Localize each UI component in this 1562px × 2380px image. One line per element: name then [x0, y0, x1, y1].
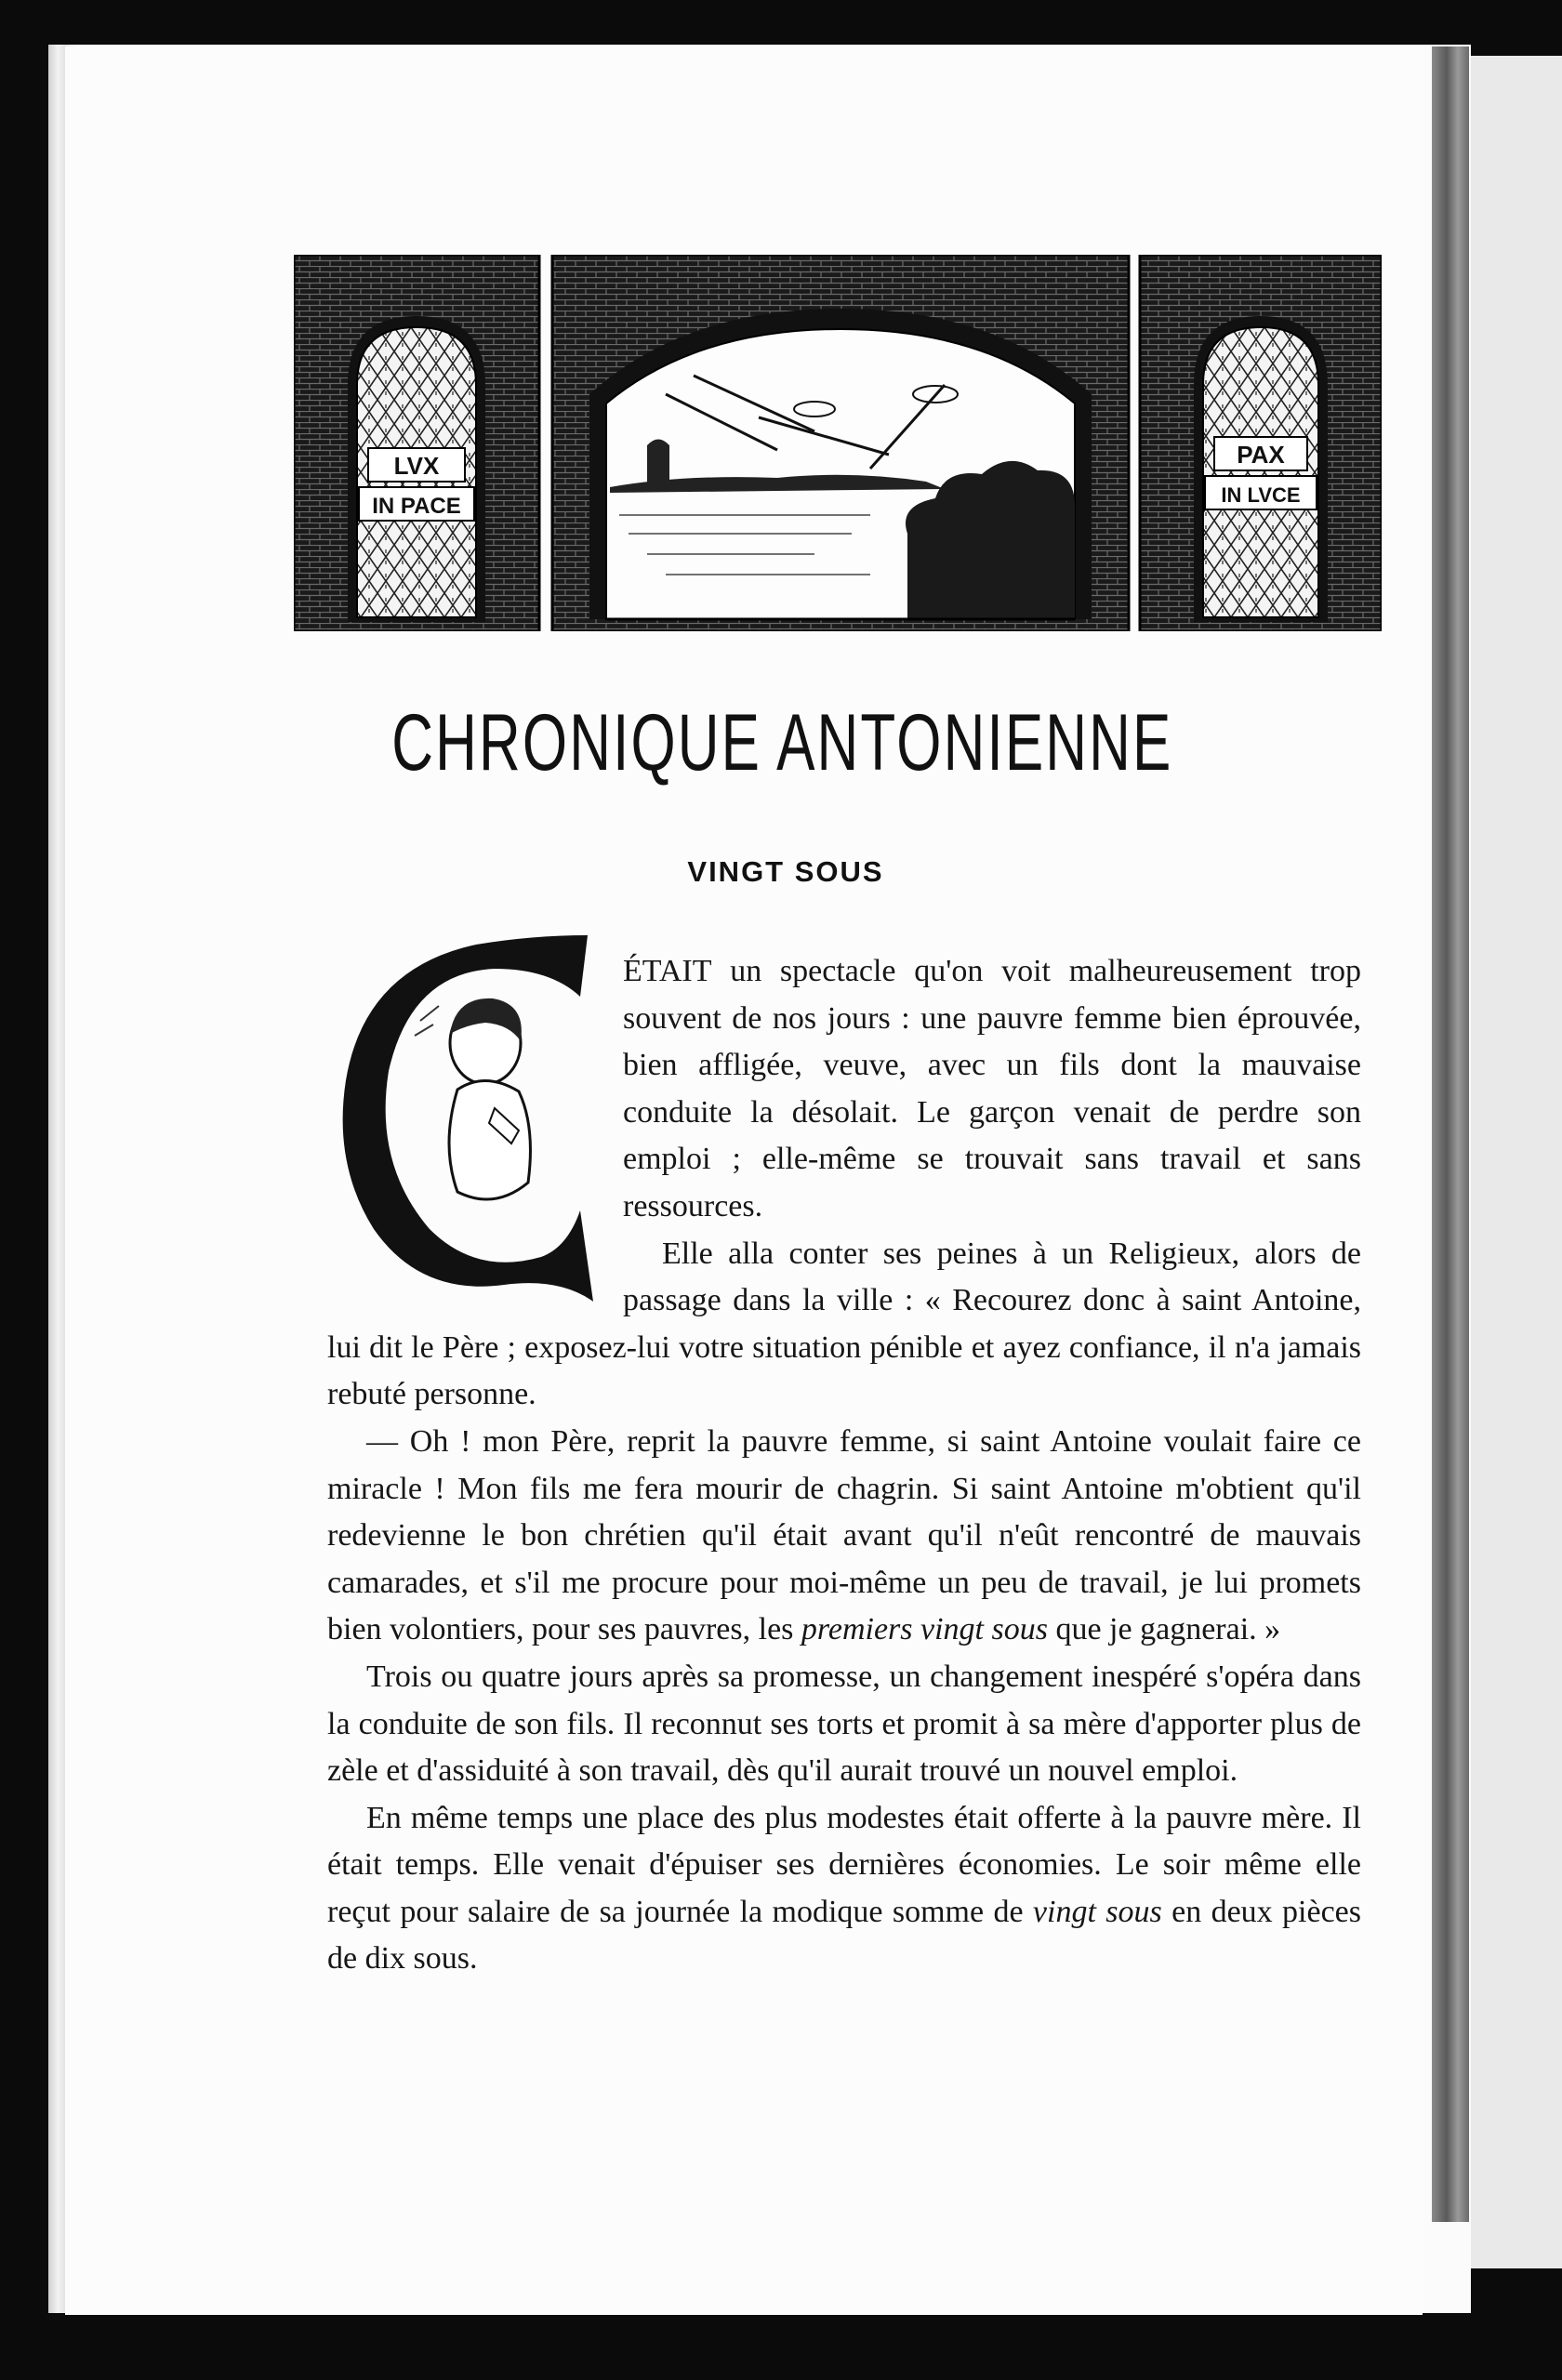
right-window-text-1: PAX [1237, 441, 1285, 469]
right-window-text-2: IN LVCE [1221, 483, 1301, 507]
paragraph-3: — Oh ! mon Père, reprit la pauvre femme, si saint Antoine voulait faire ce miracle ! Mon fils me fera mourir de chagrin. Si saint Antoine m'obtient qu'il redevienne le bon chrétien qu'il était avant qu'il n'eût rencontré de mauvais camarades, et s'il me procure pour moi-même un peu de travail, je lui promets bien volontiers, pour ses pauvres, les premiers vingt sous que je gagnerai. » [327, 1423, 1361, 1647]
paragraph-5: En même temps une place des plus modestes était offerte à la pauvre mère. Il était temps. Elle venait d'épuiser ses dernières économies. Le soir même elle reçut pour salaire de sa journée la modique somme de vingt sous en deux pièces de dix sous. [327, 1800, 1362, 1977]
left-window-panel [294, 255, 539, 631]
left-window-text-1: LVX [393, 452, 440, 480]
book-gutter [1432, 46, 1469, 2222]
chapter-title: CHRONIQUE ANTONIENNE [391, 698, 1173, 787]
right-window-panel [1140, 255, 1382, 631]
left-window-text-2: IN PACE [372, 494, 461, 519]
header-illustration [294, 255, 1382, 631]
paragraph-1: ÉTAIT un spectacle qu'on voit malheureusement trop souvent de nos jours : une pauvre femme bien éprouvée, bien affligée, veuve, avec un fils dont la mauvaise conduite la désolait. Le garçon venait de perdre son emploi ; elle-même se trouvait sans travail et sans ressources. [623, 954, 1361, 1223]
drop-cap-rest: ÉTAIT [623, 954, 712, 988]
paragraph-2: Elle alla conter ses peines à un Religieux, alors de passage dans la ville : « Recourez donc à saint Antoine, lui dit le Père ; exposez-lui votre situation pénible et ayez confiance, il n'a jamais rebuté personne. [327, 1236, 1361, 1412]
center-landscape-panel [552, 255, 1129, 631]
paragraph-4: Trois ou quatre jours après sa promesse, un changement inespéré s'opéra dans la conduite de son fils. Il reconnut ses torts et promit à sa mère d'apporter plus de zèle et d'assiduité à son travail, dès qu'il aurait trouvé un nouvel emploi. [327, 1659, 1361, 1789]
article-body [327, 948, 1361, 1983]
next-page-edge [1471, 56, 1562, 2268]
chapter-subtitle: VINGT SOUS [687, 855, 884, 888]
